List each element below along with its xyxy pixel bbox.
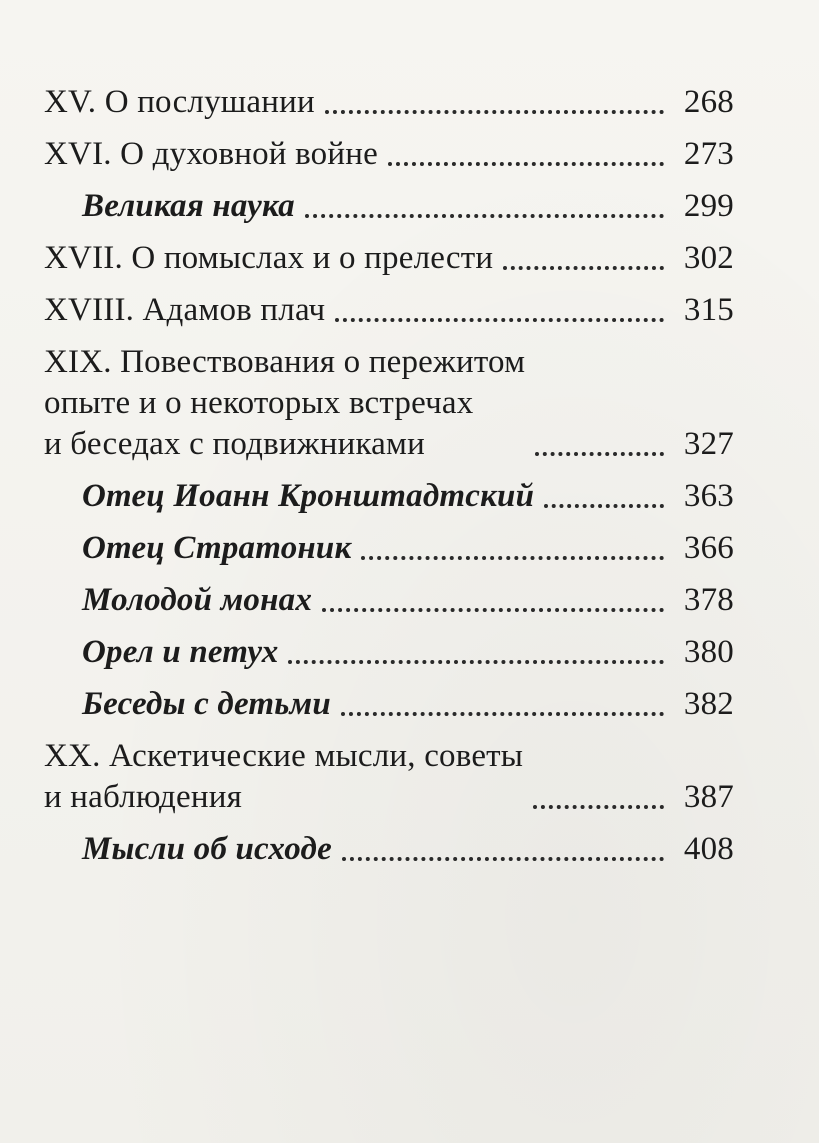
dot-leader — [503, 266, 664, 270]
toc-subentry-besedy-s-detmi — [44, 684, 734, 725]
toc-entry-page: 387 — [683, 779, 734, 815]
toc-entry-title: XV. О послушании — [44, 84, 315, 120]
toc-entry-title: Орел и петух — [82, 634, 279, 670]
toc-subentry-ioann-kronshtadtsky — [44, 476, 734, 517]
toc-entry-xvi — [44, 134, 734, 175]
dot-leader — [288, 660, 664, 664]
dot-leader — [335, 318, 664, 322]
toc-entry-page: 363 — [683, 478, 734, 514]
toc-entry-xviii — [44, 290, 734, 331]
toc-entry-xx — [44, 736, 734, 818]
dot-leader — [325, 110, 664, 114]
toc-entry-title: Мысли об исходе — [82, 831, 332, 867]
toc-entry-page: 382 — [683, 686, 734, 722]
toc-entry-page: 408 — [683, 831, 734, 867]
dot-leader — [322, 608, 664, 612]
dot-leader — [342, 857, 664, 861]
dot-leader — [305, 214, 664, 218]
toc-entry-xvii — [44, 238, 734, 279]
toc-entry-xv — [44, 82, 734, 123]
toc-entry-page: 299 — [683, 188, 734, 224]
dot-leader — [341, 712, 664, 716]
toc-entry-title: XVII. О помыслах и о прелести — [44, 240, 494, 276]
toc-entry-title: Великая наука — [82, 188, 295, 224]
toc-entry-xix — [44, 342, 734, 465]
dot-leader — [544, 504, 664, 508]
toc-subentry-orel-i-petukh — [44, 632, 734, 673]
toc-entry-page: 302 — [683, 240, 734, 276]
toc-entry-title: XVI. О духовной войне — [44, 136, 378, 172]
dot-leader — [535, 452, 664, 456]
toc-entry-page: 366 — [683, 530, 734, 566]
toc-subentry-velikaya-nauka — [44, 186, 734, 227]
dot-leader — [361, 556, 664, 560]
dot-leader — [388, 162, 664, 166]
toc-entry-page: 380 — [683, 634, 734, 670]
toc-entry-page: 273 — [683, 136, 734, 172]
toc-subentry-mysli-ob-iskhode — [44, 829, 734, 870]
toc-entry-title: XIX. Повествования о пережитом опыте и о некоторых встречах и беседах с подвижниками — [44, 344, 526, 462]
toc-entry-title: Отец Стратоник — [82, 530, 352, 566]
toc-subentry-molodoy-monakh — [44, 580, 734, 621]
table-of-contents — [44, 82, 734, 881]
toc-entry-page: 327 — [683, 426, 734, 462]
toc-entry-title: Молодой монах — [82, 582, 313, 618]
toc-entry-page: 378 — [683, 582, 734, 618]
dot-leader — [533, 805, 664, 809]
toc-entry-title: XX. Аскетические мысли, советы и наблюдения — [44, 738, 524, 815]
toc-entry-title: Отец Иоанн Кронштадтский — [82, 478, 535, 514]
toc-subentry-stratonik — [44, 528, 734, 569]
toc-entry-page: 268 — [683, 84, 734, 120]
toc-entry-title: Беседы с детьми — [82, 686, 331, 722]
toc-entry-title: XVIII. Адамов плач — [44, 292, 326, 328]
toc-entry-page: 315 — [683, 292, 734, 328]
